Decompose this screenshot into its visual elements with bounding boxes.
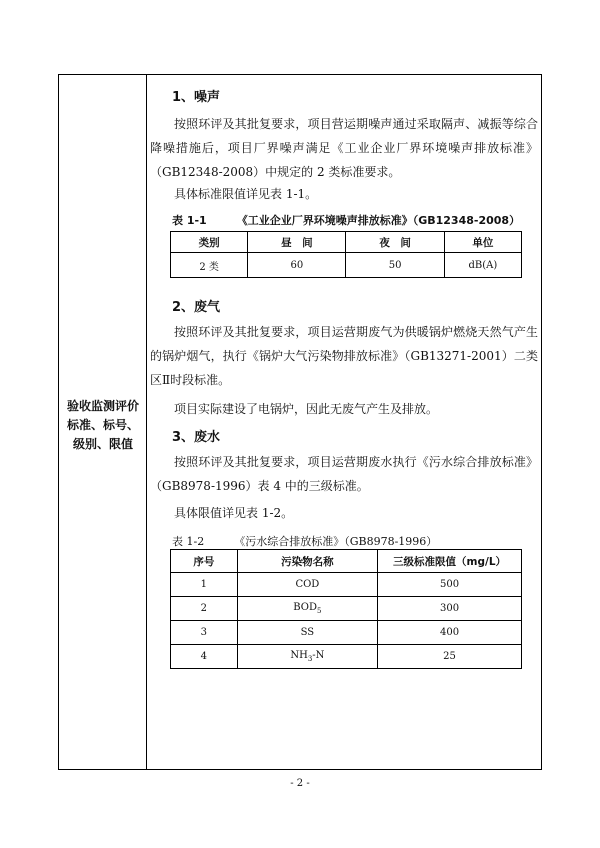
gas-heading: 2、废气 [172,300,221,315]
table-cell [237,597,377,621]
table-header-row [171,550,522,573]
gas-paragraph: 按照环评及其批复要求，项目运营期废气为供暖锅炉燃烧天然气产生的锅炉烟气，执行《锅炉大气污染物排放标准》（GB13271-2001）二类区Ⅱ时段标准。 [150,325,538,387]
pollutant-suffix: -N [312,650,325,661]
table-header-cell: 序号 [171,550,238,573]
table-caption-number: 表 1-2 [172,535,205,548]
noise-heading: 1、噪声 [172,90,221,105]
table-header-cell: 夜 间 [346,232,444,253]
table-cell: dB(A) [444,253,521,278]
row-label-line: 验收监测评价 [66,399,139,413]
table-header-cell: 单位 [444,232,521,253]
table-cell: 4 [171,645,238,669]
table-1-1-caption [172,212,550,228]
pollutant-name: NH [290,650,308,661]
table-cell: 1 [171,573,238,597]
table-header-cell: 类别 [171,232,248,253]
table-cell: COD [237,573,377,597]
noise-paragraph: 按照环评及其批复要求，项目营运期噪声通过采取隔声、减振等综合降噪措施后，项目厂界噪声满足《工业企业厂界环境噪声排放标准》（GB12348-2008）中规定的 2 类标准要求。 [150,117,538,179]
table-cell: 25 [378,645,522,669]
table-cell [237,645,377,669]
table-cell: 3 [171,621,238,645]
row-label [60,397,146,454]
water-heading: 3、废水 [172,430,221,445]
row-label-line: 标准、标号、 [66,418,139,432]
table-header-cell: 污染物名称 [237,550,377,573]
table-caption-title: 《污水综合排放标准》（GB8978-1996） [234,535,438,548]
pollutant-name: BOD [293,602,318,613]
wastewater-standard-table [170,549,522,669]
table-cell: 2 类 [171,253,248,278]
table-cell: 60 [248,253,346,278]
row-label-line: 级别、限值 [72,437,133,451]
gas-paragraph-2: 项目实际建设了电锅炉，因此无废气产生及排放。 [174,402,439,416]
noise-detail: 具体标准限值详见表 1-1。 [174,187,318,201]
table-cell: 300 [378,597,522,621]
table-cell: 500 [378,573,522,597]
column-divider [146,74,147,770]
table-header-cell: 三级标准限值（mg/L） [378,550,522,573]
table-caption-number: 表 1-1 [172,214,207,227]
pollutant-subscript: 3 [307,655,313,663]
table-row [171,573,522,597]
table-row [171,597,522,621]
table-row [171,621,522,645]
water-paragraph: 按照环评及其批复要求，项目运营期废水执行《污水综合排放标准》（GB8978-1996）表 4 中的三级标准。 [150,455,538,493]
table-1-2-caption [172,533,467,549]
page-number: - 2 - [290,778,310,789]
table-cell: SS [237,621,377,645]
table-row [171,253,522,278]
table-header-cell: 昼 间 [248,232,346,253]
table-row [171,645,522,669]
water-detail: 具体限值详见表 1-2。 [174,506,294,520]
noise-standard-table [170,231,522,278]
pollutant-subscript: 5 [317,607,322,615]
table-caption-title: 《工业企业厂界环境噪声排放标准》（GB12348-2008） [236,214,521,227]
table-header-row [171,232,522,253]
table-cell: 2 [171,597,238,621]
table-cell: 400 [378,621,522,645]
table-cell: 50 [346,253,444,278]
